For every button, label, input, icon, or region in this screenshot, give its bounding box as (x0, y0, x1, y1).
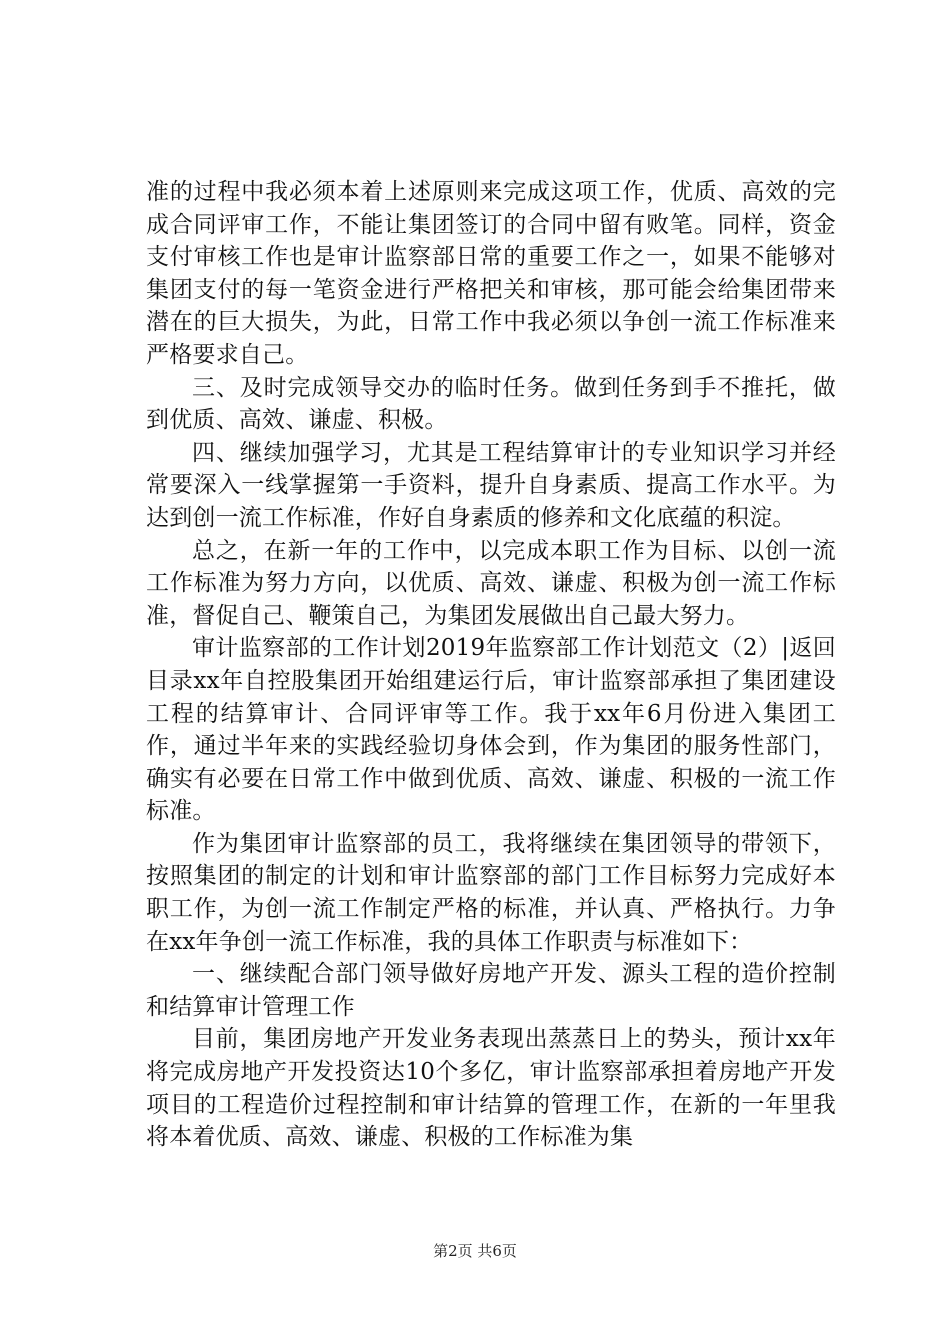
paragraph-employee-goal: 作为集团审计监察部的员工，我将继续在集团领导的带领下，按照集团的制定的计划和审计监察部的部门工作目标努力完成好本职工作，为创一流工作制定严格的标准，并认真、严格执行。力争在xx年争创一流工作标准，我的具体工作职责与标准如下： (146, 830, 836, 955)
paragraph-item-four: 四、继续加强学习，尤其是工程结算审计的专业知识学习并经常要深入一线掌握第一手资料，提升自身素质、提高工作水平。为达到创一流工作标准，作好自身素质的修养和文化底蕴的积淀。 (146, 439, 836, 531)
paragraph-section-two-intro: 审计监察部的工作计划2019年监察部工作计划范文（2）|返回目录xx年自控股集团开始组建运行后，审计监察部承担了集团建设工程的结算审计、合同评审等工作。我于xx年6月份进入集团工作，通过半年来的实践经验切身体会到，作为集团的服务性部门，确实有必要在日常工作中做到优质、高效、谦虚、积极的一流工作标准。 (146, 635, 836, 825)
paragraph-item-three: 三、及时完成领导交办的临时任务。做到任务到手不推托，做到优质、高效、谦虚、积极。 (146, 374, 836, 434)
page-footer (0, 1241, 950, 1261)
page-number: 第2页 共6页 (433, 1242, 517, 1260)
paragraph-continuation: 准的过程中我必须本着上述原则来完成这项工作，优质、高效的完成合同评审工作，不能让集团签订的合同中留有败笔。同样，资金支付审核工作也是审计监察部日常的重要工作之一，如果不能够对集团支付的每一笔资金进行严格把关和审核，那可能会给集团带来潜在的巨大损失，为此，日常工作中我必须以争创一流工作标准来严格要求自己。 (146, 179, 836, 368)
paragraph-current-status: 目前，集团房地产开发业务表现出蒸蒸日上的势头，预计xx年将完成房地产开发投资达10个多亿，审计监察部承担着房地产开发项目的工程造价过程控制和审计结算的管理工作，在新的一年里我将本着优质、高效、谦虚、积极的工作标准为集 (146, 1026, 836, 1151)
paragraph-item-one: 一、继续配合部门领导做好房地产开发、源头工程的造价控制和结算审计管理工作 (146, 961, 836, 1020)
paragraph-summary: 总之，在新一年的工作中，以完成本职工作为目标、以创一流工作标准为努力方向，以优质、高效、谦虚、积极为创一流工作标准，督促自己、鞭策自己，为集团发展做出自己最大努力。 (146, 537, 836, 629)
document-body (146, 176, 836, 1154)
